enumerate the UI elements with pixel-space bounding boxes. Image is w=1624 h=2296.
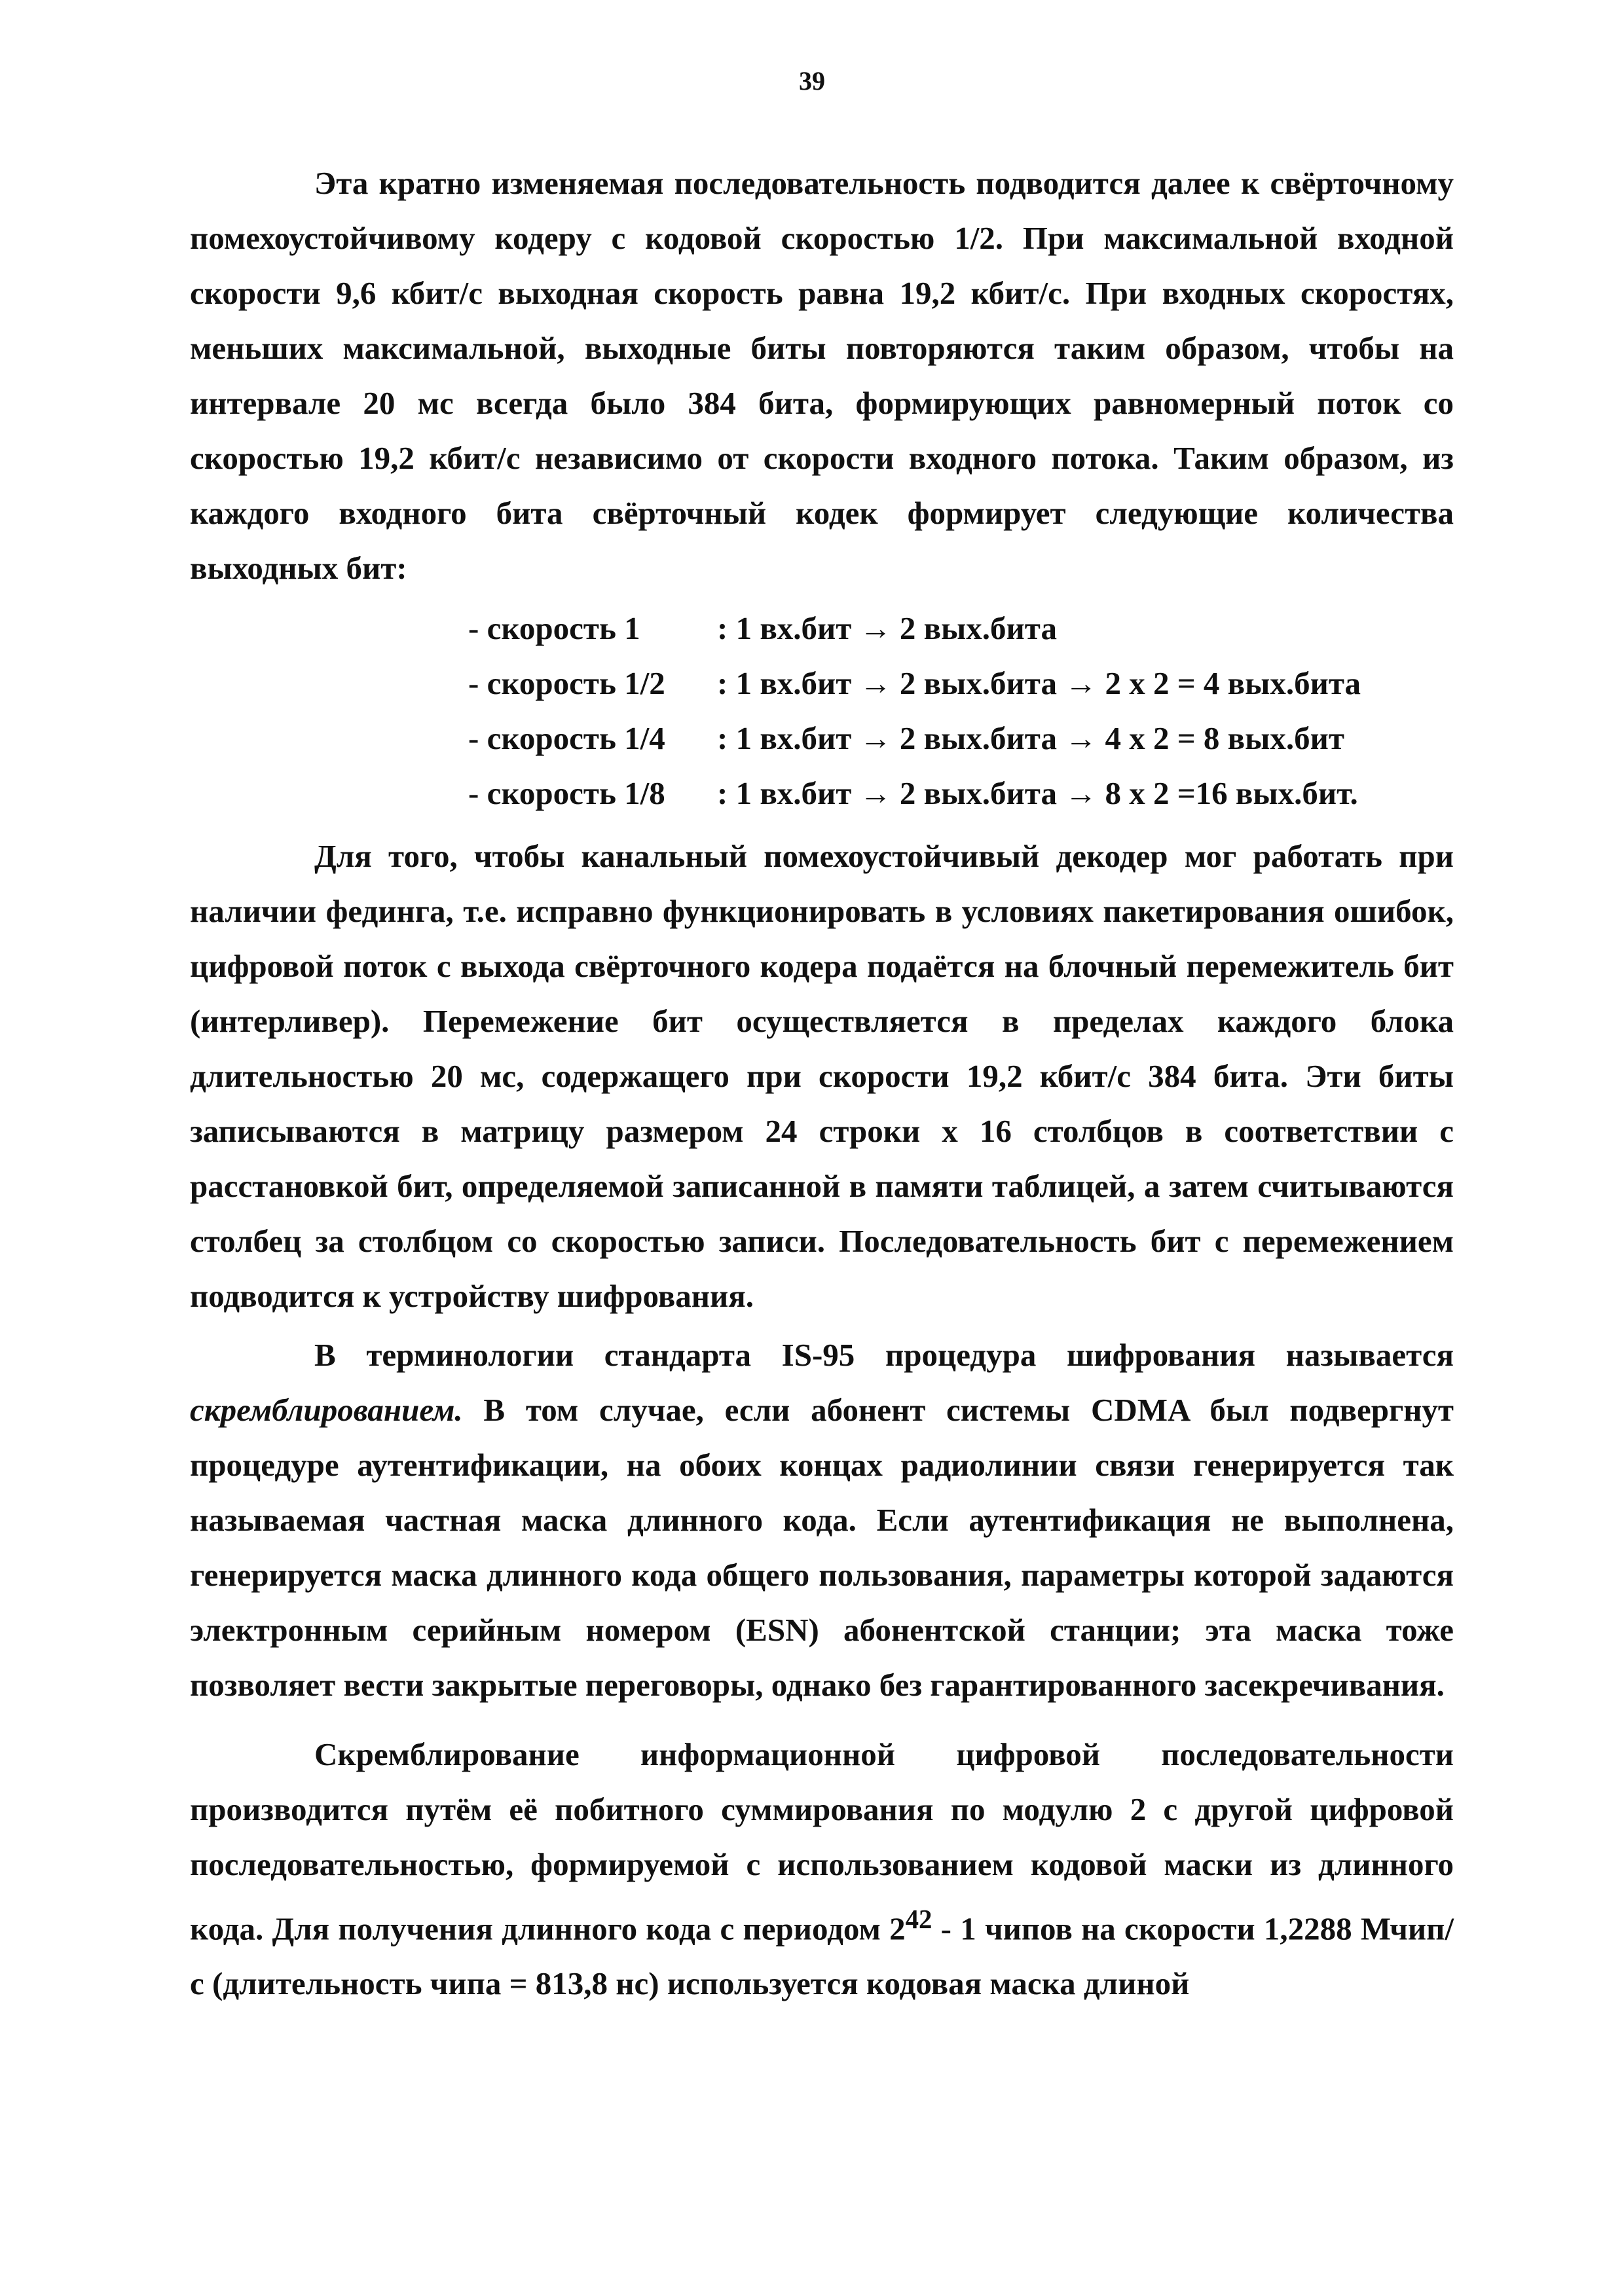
p4-start: Скремблирование информационной цифровой последовательности производится путём её побитного суммирования по модулю 2 с другой цифровой последовательностью, формируемой с использованием кодовой маски из длинного кода. Для получения длинного кода с периодом 2 (190, 1736, 1454, 1947)
paragraph-interleaver: Для того, чтобы канальный помехоустойчивый декодер мог работать при наличии фединга, т.е. исправно функционировать в условиях пакетирования ошибок, цифровой поток с выхода свёрточного кодера подаётся на блочный перемежитель бит (интерливер). Перемежение бит осуществляется в пределах каждого блока длительностью 20 мс, содержащего при скорости 19,2 кбит/с 384 бита. Эти биты записываются в матрицу размером 24 строки х 16 столбцов в соответствии с расстановкой бит, определяемой записанной в памяти таблицей, а затем считываются столбец за столбцом со скоростью записи. Последовательность бит с перемежением подводится к устройству шифрования. (190, 838, 1454, 1314)
list-item (190, 711, 1454, 766)
rate-list (190, 601, 1454, 821)
p3-start: В терминологии стандарта IS-95 процедура шифрования называется (314, 1337, 1454, 1373)
list-item (190, 766, 1454, 821)
period-exponent: 42 (905, 1904, 932, 1934)
list-item (190, 656, 1454, 711)
paragraph-scrambling-terminology (190, 1328, 1454, 1713)
list-item (190, 601, 1454, 656)
page-number: 39 (799, 66, 825, 96)
rate-conversion: : 1 вх.бит → 2 вых.бита (717, 610, 1057, 646)
paragraph-scrambling-process (190, 1727, 1454, 2011)
p4-end: - 1 чипов на скорости 1,2288 Мчип/с (длительность чипа = 813,8 нс) используется кодовая маска длиной (190, 1910, 1454, 2002)
rate-conversion: : 1 вх.бит → 2 вых.бита → 8 х 2 =16 вых.бит. (717, 775, 1358, 811)
rate-conversion: : 1 вх.бит → 2 вых.бита → 2 х 2 = 4 вых.бита (717, 665, 1361, 701)
rate-label: - скорость 1/8 (468, 775, 665, 811)
rate-label: - скорость 1/4 (468, 720, 665, 756)
rate-conversion: : 1 вх.бит → 2 вых.бита → 4 х 2 = 8 вых.бит (717, 720, 1344, 756)
document-body (190, 156, 1454, 2011)
rate-label: - скорость 1/2 (468, 665, 665, 701)
p3-rest: В том случае, если абонент системы CDMA был подвергнут процедуре аутентификации, на обоих концах радиолинии связи генерируется так называемая частная маска длинного кода. Если аутентификация не выполнена, генерируется маска длинного кода общего пользования, параметры которой задаются электронным серийным номером (ESN) абонентской станции; эта маска тоже позволяет вести закрытые переговоры, однако без гарантированного засекречивания. (190, 1392, 1454, 1703)
paragraph-convolutional-coder: Эта кратно изменяемая последовательность подводится далее к свёрточному помехоустойчивому кодеру с кодовой скоростью 1/2. При максимальной входной скорости 9,6 кбит/с выходная скорость равна 19,2 кбит/с. При входных скоростях, меньших максимальной, выходные биты повторяются таким образом, чтобы на интервале 20 мс всегда было 384 бита, формирующих равномерный поток со скоростью 19,2 кбит/с независимо от скорости входного потока. Таким образом, из каждого входного бита свёрточный кодек формирует следующие количества выходных бит: (190, 165, 1454, 586)
scrambling-term: скремблированием. (190, 1392, 463, 1428)
rate-label: - скорость 1 (468, 610, 640, 646)
